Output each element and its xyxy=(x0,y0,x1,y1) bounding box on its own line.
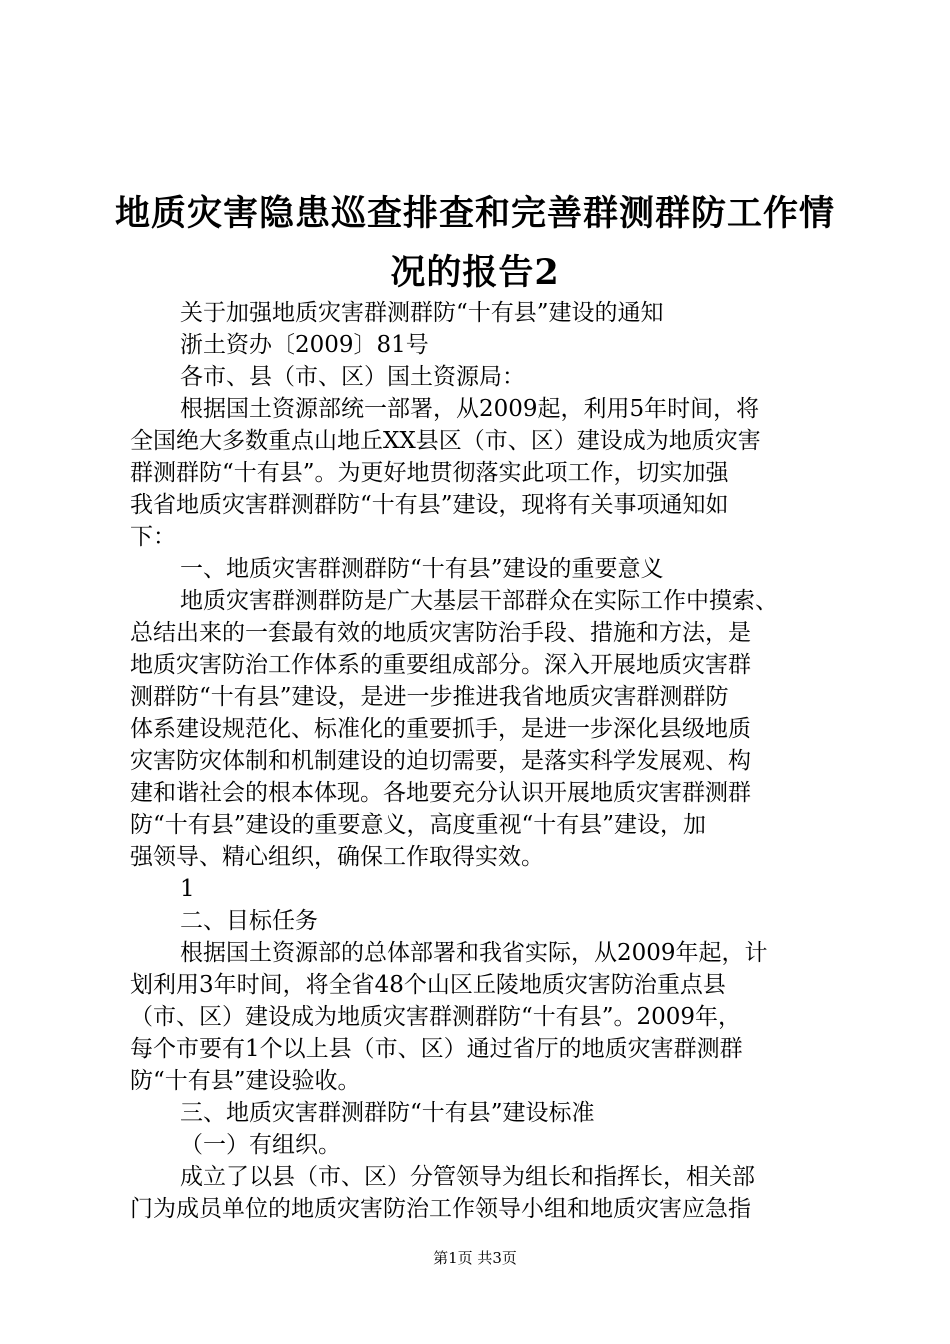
body-line: 建和谐社会的根本体现。各地要充分认识开展地质灾害群测群 xyxy=(130,780,751,806)
body-line: 测群防“十有县”建设，是进一步推进我省地质灾害群测群防 xyxy=(130,684,729,710)
body-line: 总结出来的一套最有效的地质灾害防治手段、措施和方法，是 xyxy=(130,620,751,646)
section-heading-2: 二、目标任务 xyxy=(180,908,318,934)
body-line: （市、区）建设成为地质灾害群测群防“十有县”。2009年， xyxy=(130,1004,742,1030)
body-line: 防“十有县”建设的重要意义，高度重视“十有县”建设，加 xyxy=(130,812,707,838)
subsection-heading: （一）有组织。 xyxy=(180,1132,341,1158)
document-title-line-2: 况的报告2 xyxy=(390,252,560,293)
body-line: 根据国土资源部统一部署，从2009起，利用5年时间，将 xyxy=(180,396,760,422)
body-line: 划利用3年时间，将全省48个山区丘陵地质灾害防治重点县 xyxy=(130,972,726,998)
body-line: 成立了以县（市、区）分管领导为组长和指挥长，相关部 xyxy=(180,1164,755,1190)
body-line: 我省地质灾害群测群防“十有县”建设，现将有关事项通知如 xyxy=(130,492,729,518)
inline-page-number: 1 xyxy=(180,876,195,902)
body-line: 群测群防“十有县”。为更好地贯彻落实此项工作，切实加强 xyxy=(130,460,729,486)
body-line: 每个市要有1个以上县（市、区）通过省厅的地质灾害群测群 xyxy=(130,1036,743,1062)
body-line: 门为成员单位的地质灾害防治工作领导小组和地质灾害应急指 xyxy=(130,1196,751,1222)
section-heading-1: 一、地质灾害群测群防“十有县”建设的重要意义 xyxy=(180,556,664,582)
page-footer: 第1页 共3页 xyxy=(433,1249,517,1267)
notice-title: 关于加强地质灾害群测群防“十有县”建设的通知 xyxy=(180,300,664,326)
body-line: 下： xyxy=(130,524,176,550)
body-line: 强领导、精心组织，确保工作取得实效。 xyxy=(130,844,544,870)
body-line: 灾害防灾体制和机制建设的迫切需要，是落实科学发展观、构 xyxy=(130,748,751,774)
body-line: 地质灾害群测群防是广大基层干部群众在实际工作中摸索、 xyxy=(180,588,778,614)
body-line: 地质灾害防治工作体系的重要组成部分。深入开展地质灾害群 xyxy=(130,652,751,678)
addressee: 各市、县（市、区）国土资源局： xyxy=(180,364,525,390)
body-line: 全国绝大多数重点山地丘XX县区（市、区）建设成为地质灾害 xyxy=(130,428,761,454)
body-line: 防“十有县”建设验收。 xyxy=(130,1068,361,1094)
document-number: 浙土资办〔2009〕81号 xyxy=(180,332,429,358)
body-line: 根据国土资源部的总体部署和我省实际，从2009年起，计 xyxy=(180,940,768,966)
document-title-line-1: 地质灾害隐患巡查排查和完善群测群防工作情 xyxy=(114,193,835,234)
body-line: 体系建设规范化、标准化的重要抓手，是进一步深化县级地质 xyxy=(130,716,751,742)
section-heading-3: 三、地质灾害群测群防“十有县”建设标准 xyxy=(180,1100,595,1126)
